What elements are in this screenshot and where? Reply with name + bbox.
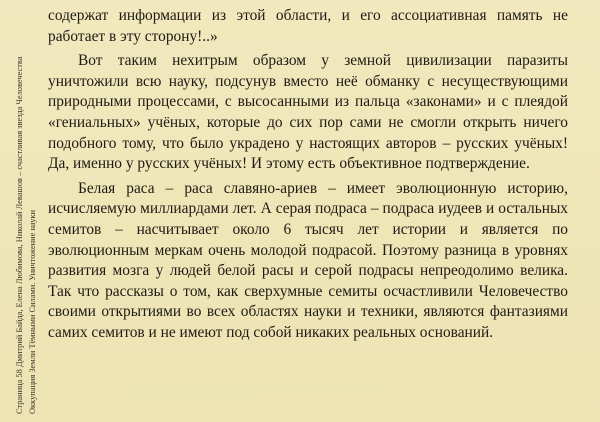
page-sidebar xyxy=(14,0,46,422)
sidebar-rotated-text xyxy=(14,0,46,414)
main-text xyxy=(48,6,568,344)
paragraph-continuation: содержат информации из этой области, и его ассоциативная память не работает в эту сторону!..» xyxy=(48,7,568,45)
paragraph-science: Вот таким нехитрым образом у земной цивилизации паразиты уничтожили всю науку, подсунув вместо неё обманку с несуществующими природными процессами, с высосанными из пальца «законами» и с плеядой «гениальных» учёных, которые до сих пор сами не смогли открыть ничего подобного тому, что было украдено у настоящих авторов – русских учёных! Да, именно у русских учёных! И этому есть объективное подтверждение. xyxy=(48,52,568,173)
paragraph-races: Белая раса – раса славяно-ариев – имеет эволюционную историю, исчисляемую миллиардами лет. А серая подраса – подраса иудеев и остальных семитов – насчитывает около 6 тысяч лет истории и является по эволюционным меркам очень молодой подрасой. Поэтому разница в уровнях развития мозга у людей белой расы и серой подрасы непреодолимо велика. Так что рассказы о том, как сверхумные семиты осчастливили Человечество своими открытиями во всех областях науки и техники, являются фантазиями самих семитов и не имеют под собой никаких реальных оснований. xyxy=(48,179,568,341)
sidebar-chapter-title: Оккупация Земли Тёмными Силами. Уничтожение науки xyxy=(27,210,37,414)
sidebar-book-title: Страница 58 Дмитрий Байда, Елена Любимова, Николай Левашов – счастливая звезда Человечества xyxy=(15,56,24,414)
